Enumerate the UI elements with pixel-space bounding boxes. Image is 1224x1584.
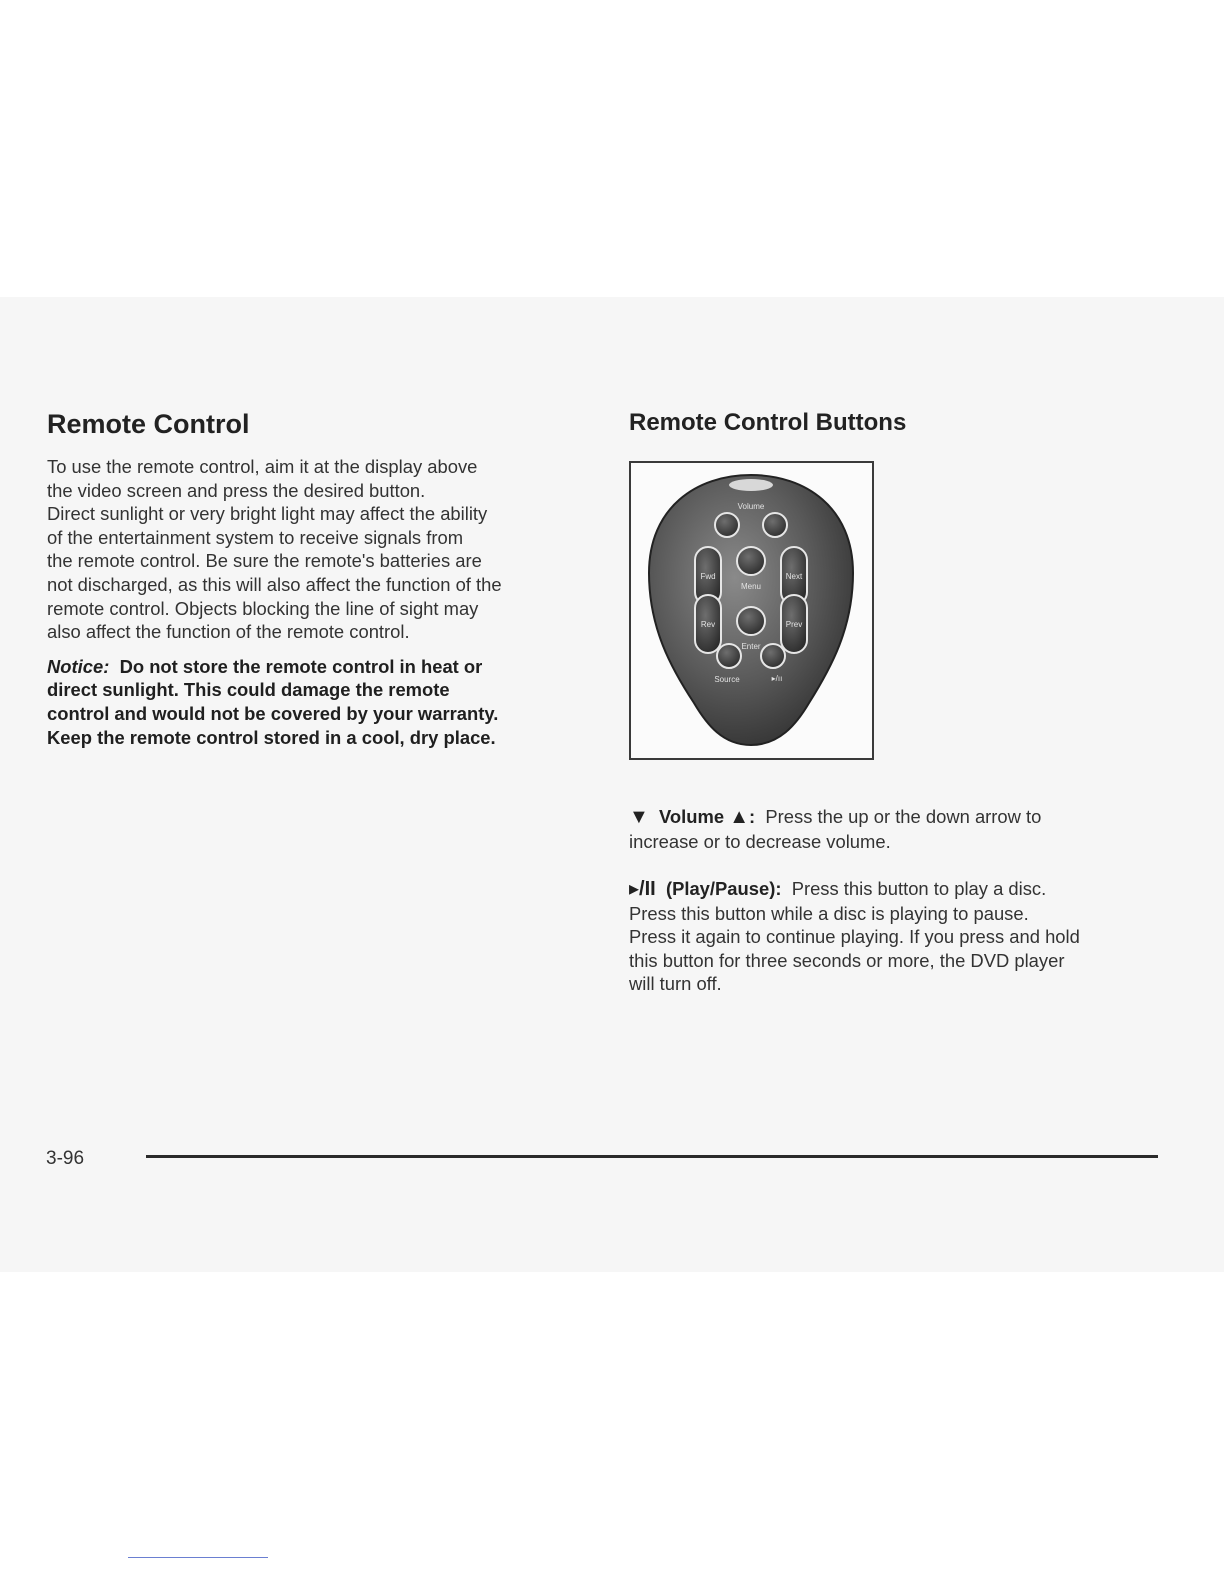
body-line: remote control. Objects blocking the line of sight may xyxy=(47,597,479,619)
page-number: 3-96 xyxy=(46,1148,85,1169)
section-heading-remote-control: Remote Control xyxy=(47,409,250,439)
body-line: Direct sunlight or very bright light may affect the ability xyxy=(47,503,488,525)
menu-label: Menu xyxy=(740,582,762,591)
volume-description xyxy=(629,805,1169,853)
play-line: will turn off. xyxy=(629,973,722,995)
notice-line xyxy=(47,655,592,679)
body-line: the video screen and press the desired button. xyxy=(47,479,426,501)
rev-label: Rev xyxy=(700,620,716,629)
remote-control-figure xyxy=(629,461,874,760)
play-line: Press this button while a disc is playing to pause. xyxy=(629,902,1029,924)
fwd-label: Fwd xyxy=(700,572,716,581)
body-line: the remote control. Be sure the remote's batteries are xyxy=(47,550,482,572)
menu-button[interactable] xyxy=(737,547,765,575)
next-label: Next xyxy=(785,572,803,581)
volume-down-arrow-icon: ▼ xyxy=(629,806,649,828)
bottom-rule xyxy=(128,1557,268,1558)
notice-line: direct sunlight. This could damage the remote xyxy=(47,679,450,701)
play-line: this button for three seconds or more, the DVD player xyxy=(629,949,1065,971)
enter-button[interactable] xyxy=(737,607,765,635)
footer-rule xyxy=(146,1155,1158,1158)
play-pause-description xyxy=(629,877,1169,996)
volume-first-line-text: Press the up or the down arrow to xyxy=(765,806,1042,827)
remote-control-text-block xyxy=(47,455,592,749)
enter-label: Enter xyxy=(741,642,761,651)
play-line: Press it again to continue playing. If you press and hold xyxy=(629,926,1080,948)
volume-term: Volume xyxy=(659,806,725,827)
page-background xyxy=(0,297,1224,1272)
play-pause-term: (Play/Pause): xyxy=(665,878,782,899)
notice-line: control and would not be covered by your warranty. xyxy=(47,702,499,724)
body-line: To use the remote control, aim it at the display above xyxy=(47,456,478,477)
volume-first-line xyxy=(629,805,1169,830)
play-pause-icon: ▸/II xyxy=(629,878,656,900)
play-first-line-text: Press this button to play a disc. xyxy=(791,878,1047,899)
body-line: of the entertainment system to receive signals from xyxy=(47,526,464,548)
section-heading-remote-control-buttons: Remote Control Buttons xyxy=(629,409,907,436)
volume-label: Volume xyxy=(737,502,765,511)
play-first-line xyxy=(629,877,1169,902)
notice-line: Keep the remote control stored in a cool, dry place. xyxy=(47,726,496,748)
play-pause-label: ▸/ıı xyxy=(771,674,783,683)
remote-control-illustration xyxy=(631,463,872,758)
volume-up-arrow-icon: ▲ xyxy=(729,806,750,828)
play-pause-button[interactable] xyxy=(761,644,785,668)
volume-colon: : xyxy=(749,806,756,827)
source-label: Source xyxy=(714,675,740,684)
notice-block xyxy=(47,655,592,749)
prev-label: Prev xyxy=(785,620,803,629)
volume-line: increase or to decrease volume. xyxy=(629,830,891,852)
volume-up-button[interactable] xyxy=(763,513,787,537)
volume-down-button[interactable] xyxy=(715,513,739,537)
source-button[interactable] xyxy=(717,644,741,668)
body-line: also affect the function of the remote control. xyxy=(47,621,410,643)
notice-text: Do not store the remote control in heat or xyxy=(119,655,483,677)
ir-window xyxy=(729,479,773,491)
body-line: not discharged, as this will also affect the function of the xyxy=(47,573,502,595)
notice-label: Notice: xyxy=(47,655,110,677)
